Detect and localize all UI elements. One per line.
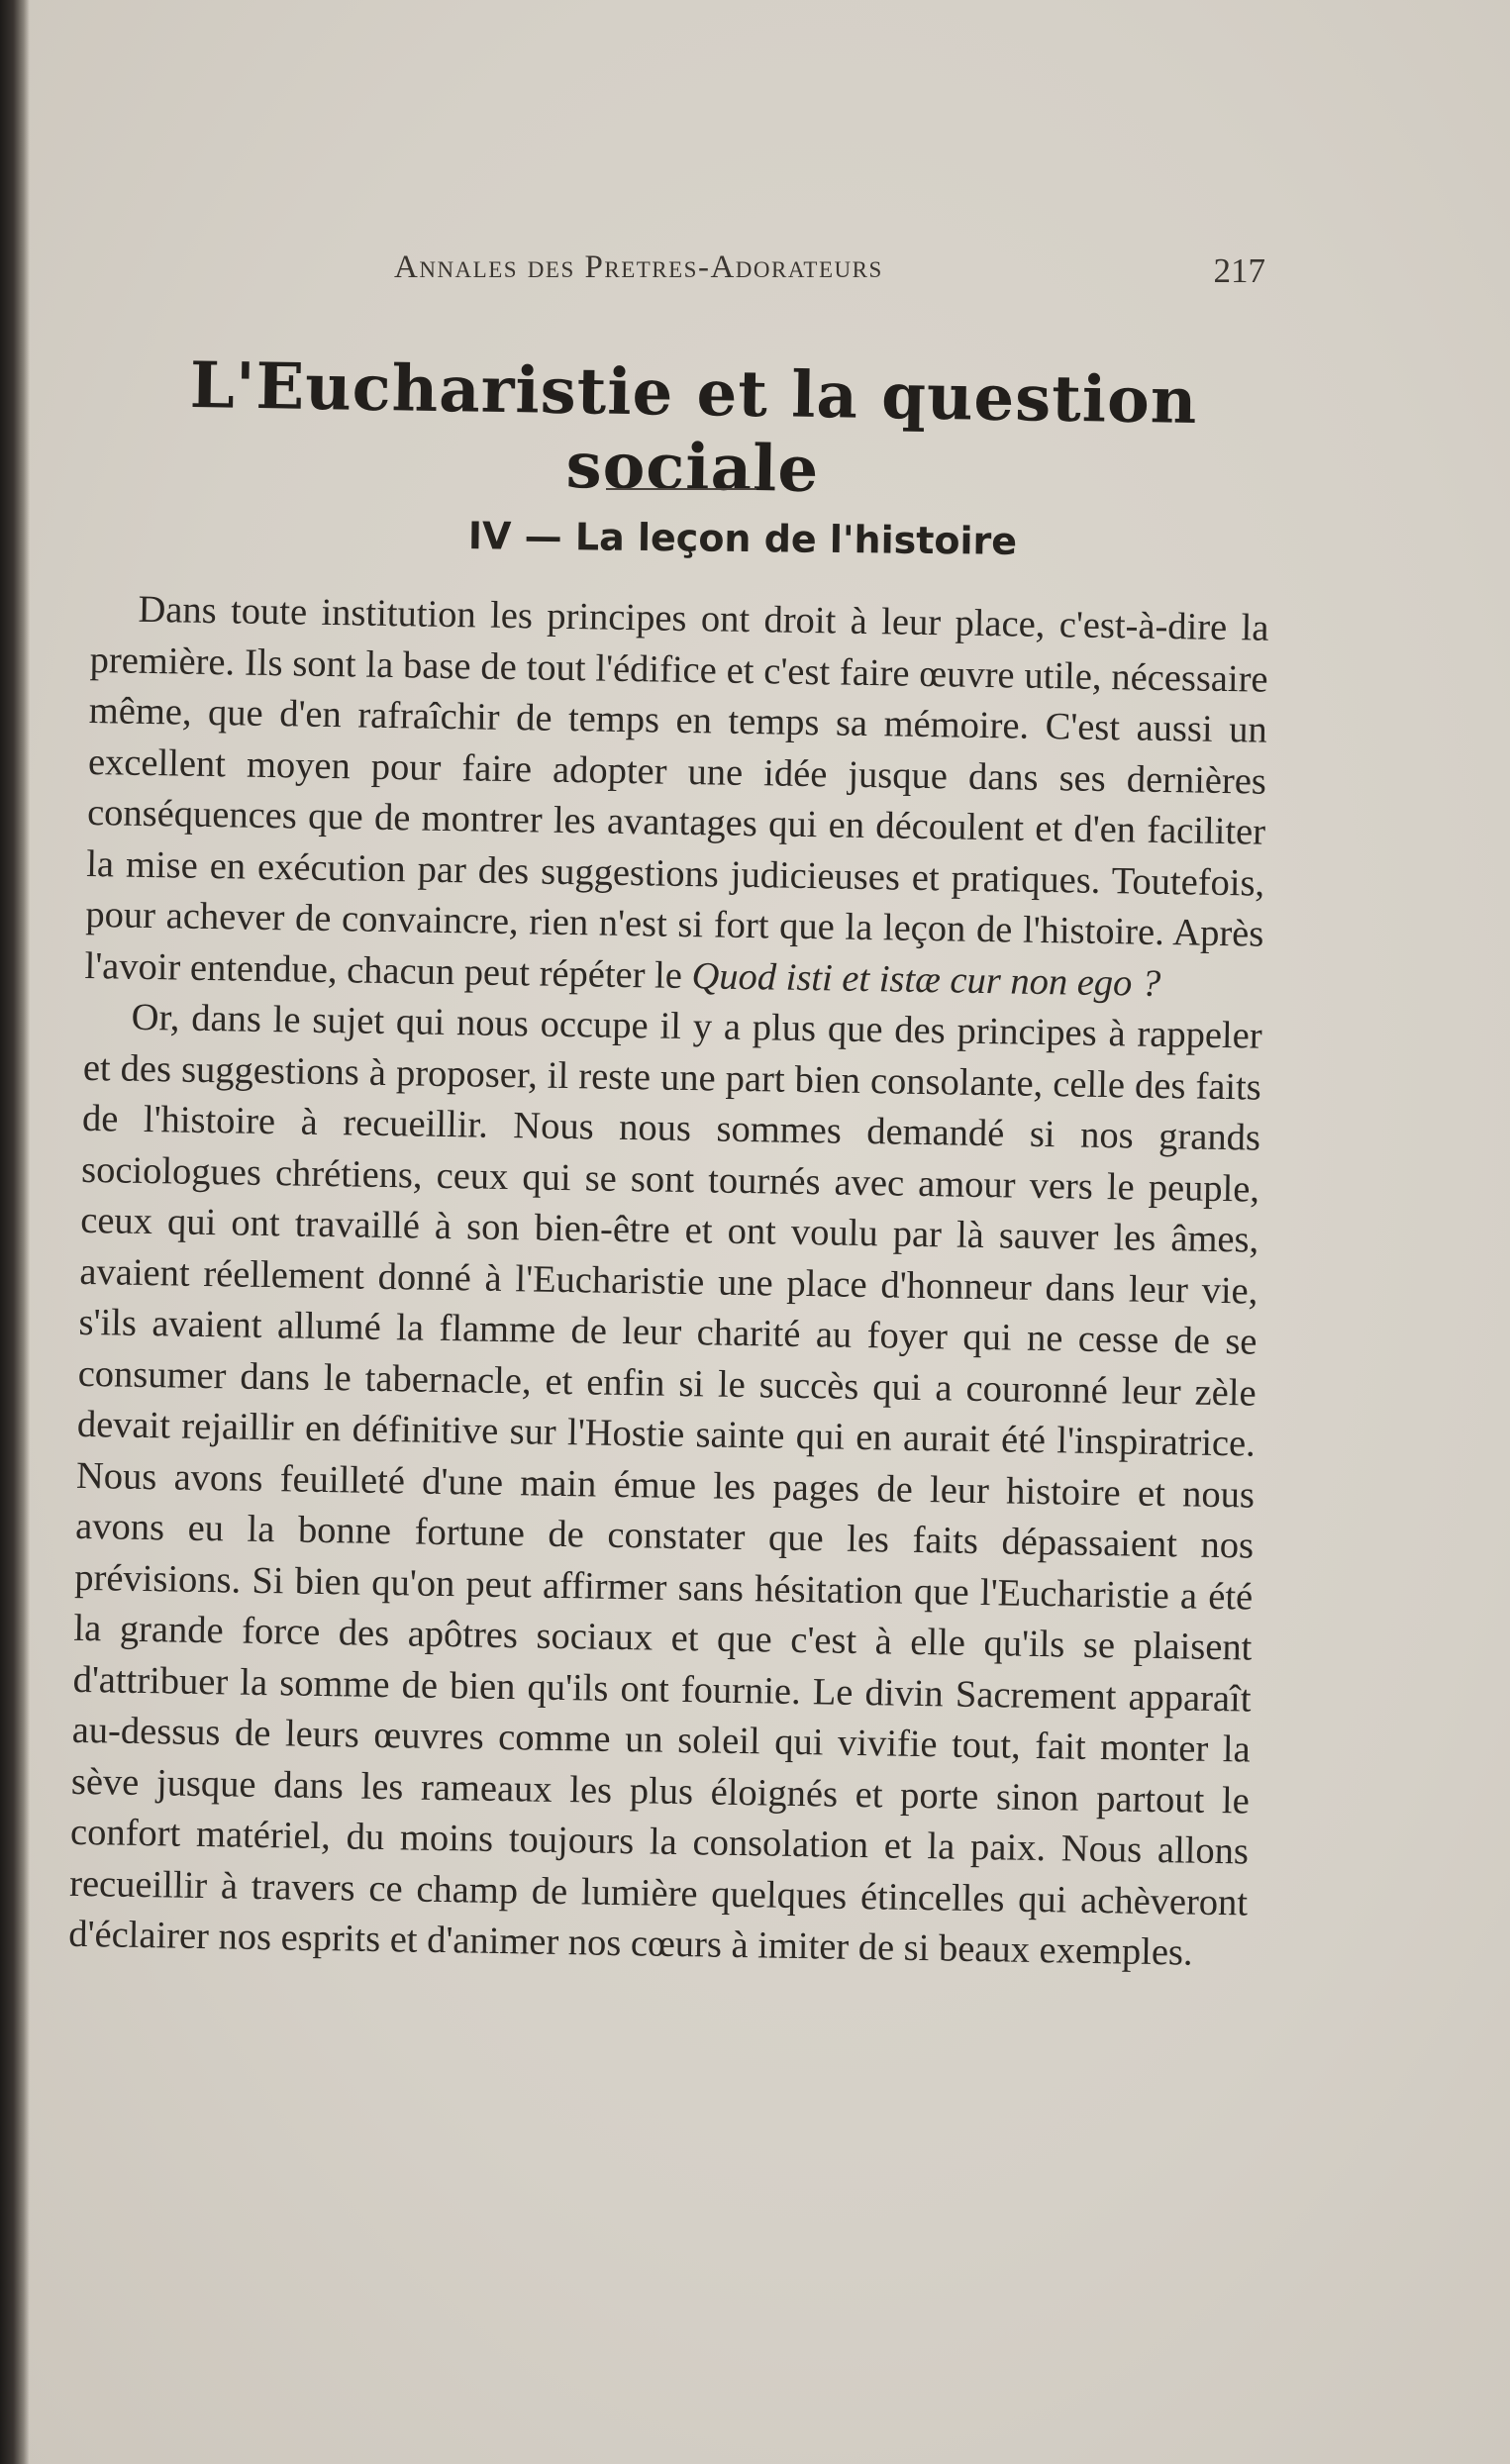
paragraph-2: Or, dans le sujet qui nous occupe il y a plus que des principes à rappeler et des suggestions à proposer, il reste une part bien consolante, celle des faits de l'histoire à recueillir. Nous nous sommes demandé si nos grands sociologues chrétiens, ceux qui se sont tournés avec amour vers le peuple, ceux qui ont travaillé à son bien-être et ont voulu par là sauver les âmes, avaient réellement donné à l'Eucharistie une place d'honneur dans leur vie, s'ils avaient allumé la flamme de leur charité au foyer qui ne cesse de se consumer dans le tabernacle, et enfin si le succès qui a couronné leur zèle devait rejaillir en définitive sur l'Hostie sainte qui en aurait été l'inspiratrice. Nous avons feuilleté d'une main émue les pages de leur histoire et nous avons eu la bonne fortune de constater que les faits dépassaient nos prévisions. Si bien qu'on peut affirmer sans hésitation que l'Eucharistie a été la grande force des apôtres sociaux et que c'est à elle qu'ils se plaisent d'attribuer la somme de bien qu'ils ont fournie. Le divin Sacrement apparaît au-dessus de leurs œuvres comme un soleil qui vivifie tout, fait monter la sève jusque dans les rameaux les plus éloignés et porte sinon partout le confort matériel, du moins toujours la consolation et la paix. Nous allons recueillir à travers ce champ de lumière quelques étincelles qui achèveront d'éclairer nos esprits et d'animer nos cœurs à imiter de si beaux exemples. <box>68 996 1262 1974</box>
title-divider <box>606 488 756 490</box>
page-number: 217 <box>1213 251 1265 290</box>
book-spine-shadow <box>0 0 30 2464</box>
paragraph-1 <box>84 584 1269 1012</box>
paragraph-1-text: Dans toute institution les principes ont droit à leur place, c'est-à-dire la première. Ils sont la base de tout l'édifice et c'est faire œuvre utile, nécessaire même, que d'en rafraîchir de temps en temps sa mémoire. C'est aussi un excellent moyen pour faire adopter une idée jusque dans ses dernières conséquences que de montrer les avantages qui en découlent et d'en faciliter la mise en exécution par des suggestions judicieuses et pratiques. Toutefois, pour achever de convaincre, rien n'est si fort que la leçon de l'histoire. Après l'avoir entendue, chacun peut répéter le <box>84 588 1269 997</box>
latin-quote: Quod isti et istæ cur non ego ? <box>691 954 1161 1005</box>
article-body <box>68 584 1269 1980</box>
article-title: L'Eucharistie et la question sociale <box>189 348 1198 507</box>
running-head <box>394 249 1265 299</box>
running-title: Annales des Pretres-Adorateurs <box>394 249 883 285</box>
section-title: IV — La leçon de l'histoire <box>467 514 1018 563</box>
